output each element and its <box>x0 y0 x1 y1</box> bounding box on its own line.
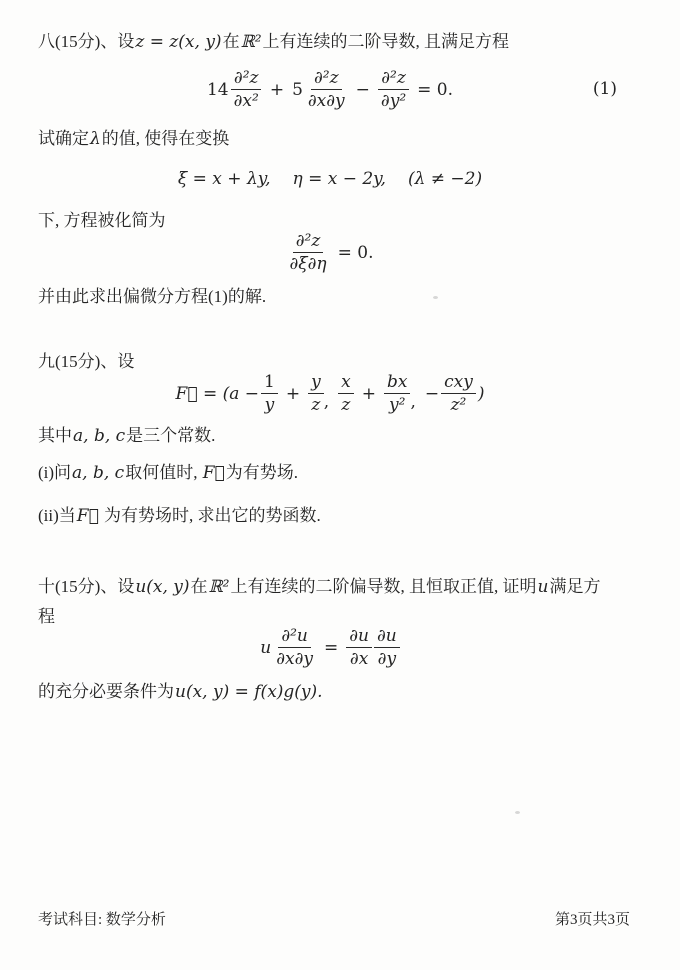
eq2-xi-definition: ξ = x + λy, <box>177 169 271 189</box>
eqU-frac3-num: ∂u <box>374 626 400 648</box>
eq1-fraction-dzdy2-den: ∂y² <box>380 91 407 111</box>
eq2-eta-definition: η = x − 2y, <box>292 169 386 189</box>
scan-speck <box>515 811 520 814</box>
eq1-fraction-dzdx2-den: ∂x² <box>233 91 259 111</box>
eqF-comma-2: , <box>410 391 416 412</box>
eq3-equals-zero: = 0. <box>337 242 374 263</box>
eqF-fraction-1-over-y <box>261 372 278 415</box>
eqU-frac2-num: ∂u <box>346 626 372 648</box>
eqF-close-paren: ) <box>477 383 485 404</box>
problem8-transform-equation <box>0 169 660 189</box>
problem8-intro-line: 八(15分)、设z = z(x, y)在ℝ²上有连续的二阶导数, 且满足方程 <box>38 32 510 52</box>
eq1-fraction-dzdxdy-den: ∂x∂y <box>307 91 345 111</box>
eq1-minus-operator: − <box>355 79 370 100</box>
eqF-fraction-bx-over-y2 <box>384 372 410 415</box>
eqF-comma-1: , <box>323 391 330 412</box>
eq2-lambda-condition: (λ ≠ −2) <box>407 169 483 189</box>
eq1-coefficient-14: 14 <box>206 79 229 100</box>
eqU-frac3-den: ∂y <box>377 649 397 669</box>
eq3-fraction-den: ∂ξ∂η <box>289 254 327 274</box>
scan-speck <box>433 296 438 299</box>
eqF-frac1-den: y <box>264 395 275 415</box>
problem9-vector-field-equation <box>0 372 660 415</box>
problem9-constants-line: 其中a, b, c是三个常数. <box>38 426 216 446</box>
eq1-fraction-dzdx2-num: ∂²z <box>231 68 262 90</box>
eqF-frac2-num: y <box>308 372 324 394</box>
eqU-fraction-du-dy <box>374 626 400 669</box>
eqU-frac2-den: ∂x <box>349 649 369 669</box>
eqF-frac2-den: z <box>311 395 321 415</box>
eq1-fraction-dzdy2 <box>378 68 409 111</box>
eq3-fraction-num: ∂²z <box>293 231 324 253</box>
eq1-equals-zero: = 0. <box>417 79 454 100</box>
eq1-fraction-dzdxdy-num: ∂²z <box>311 68 342 90</box>
equation-1-number-tag: (1) <box>592 79 617 99</box>
problem8-pde-equation <box>0 68 660 111</box>
eqU-lead-u: u <box>260 637 272 658</box>
eqU-fraction-du-dx <box>346 626 372 669</box>
problem9-part-ii-line: (ii)当F⃗ 为有势场时, 求出它的势函数. <box>38 506 321 526</box>
problem8-simplify-line: 下, 方程被化简为 <box>38 211 166 230</box>
eqF-plus-operator-1: + <box>285 383 301 404</box>
eqF-frac4-num: bx <box>384 372 410 394</box>
eqF-plus-operator-2: + <box>361 383 376 404</box>
eqF-frac5-num: cxy <box>441 372 476 394</box>
eqU-frac1-den: ∂x∂y <box>276 649 313 669</box>
eq1-fraction-dzdx2 <box>231 68 262 111</box>
eqF-minus-operator: − <box>424 383 440 404</box>
eqF-fraction-x-over-z <box>338 372 354 415</box>
eqF-frac4-den: y² <box>388 395 406 415</box>
eq1-plus-operator: + <box>269 79 285 100</box>
problem9-heading: 九(15分)、设 <box>38 352 135 371</box>
eqF-frac5-den: z² <box>450 395 467 415</box>
eq1-fraction-dzdy2-num: ∂²z <box>378 68 409 90</box>
eq3-fraction-dzdxideta <box>286 231 329 274</box>
problem10-intro-line: 十(15分)、设u(x, y)在ℝ²上有连续的二阶偏导数, 且恒取正值, 证明u满足方 <box>38 577 601 597</box>
eqF-fraction-y-over-z <box>308 372 324 415</box>
eqF-frac3-num: x <box>338 372 354 394</box>
problem10-intro-wrap-line: 程 <box>38 607 55 626</box>
problem8-simplified-equation <box>0 231 660 274</box>
footer-exam-subject: 考试科目: 数学分析 <box>38 912 166 928</box>
problem9-part-i-line: (i)问a, b, c取何值时, F⃗为有势场. <box>38 463 298 483</box>
eqF-fraction-cxy-over-z2 <box>441 372 476 415</box>
footer-page-number: 第3页共3页 <box>554 912 630 928</box>
eqF-frac3-den: z <box>341 395 351 415</box>
eqU-equals-sign: = <box>323 637 339 658</box>
problem8-solve-line: 并由此求出偏微分方程(1)的解. <box>38 287 267 306</box>
problem10-iff-condition-line: 的充分必要条件为u(x, y) = f(x)g(y). <box>38 682 323 702</box>
eq1-fraction-dzdxdy <box>305 68 348 111</box>
eq1-coefficient-5: 5 <box>292 79 303 100</box>
eqF-lead-F-equals: F⃗ = (a − <box>175 383 260 404</box>
eqF-frac1-num: 1 <box>261 372 278 394</box>
problem8-lambda-line: 试确定λ的值, 使得在变换 <box>38 129 230 149</box>
eqU-fraction-d2u-dxdy <box>273 626 316 669</box>
problem10-product-rule-equation <box>0 626 660 669</box>
eqU-frac1-num: ∂²u <box>278 626 311 648</box>
